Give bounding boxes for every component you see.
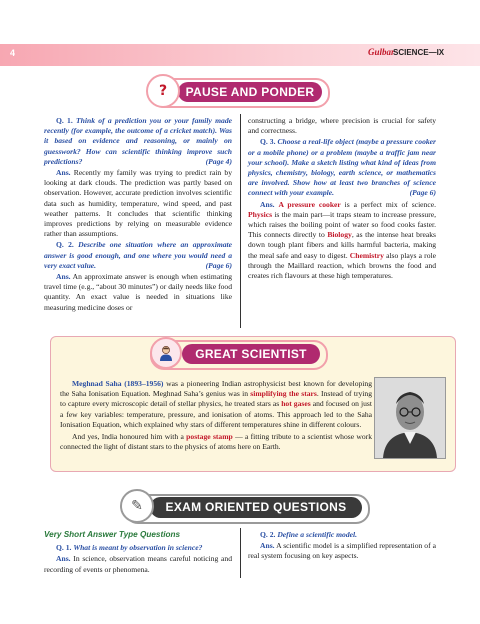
a2-label: Ans. <box>56 272 71 282</box>
gs-text-1: was a pioneering Indian astrophysicist best known for developing the Saha Ionisation Equation. Meghnad Saha’s genius was in <box>60 379 373 399</box>
a2-text: An approximate answer is enough when estimating travel time (e.g., “about 30 minutes”) or daily needs like food quantity. An exact value is needed in situations like measuring medicine doses or <box>44 272 233 312</box>
right-column <box>248 116 436 282</box>
q2-text: Describe one situation where an approximate answer is good enough, and one where you would need a very exact value. <box>44 240 233 270</box>
great-scientist-text <box>60 379 372 454</box>
exam-q2-number: Q. 2. <box>260 530 276 539</box>
gs-text-4: And yes, India honoured him with a <box>72 432 187 442</box>
great-scientist-heading <box>182 344 320 364</box>
pause-ponder-title: PAUSE AND PONDER <box>185 85 315 99</box>
exam-a2-label: Ans. <box>260 541 275 551</box>
gs-text-5: — a fitting tribute to a scientist whose work connected the light of distant stars to the physics of atoms here on Earth. <box>60 432 373 452</box>
continued-answer: constructing a bridge, where precision is crucial for safety and correctness. <box>248 116 436 136</box>
a3-text-3: , as the intense heat breaks down tough plant fibers and kills harmful bacteria, making the meal safe and easy to digest. <box>248 230 436 260</box>
q2-page-ref: (Page 6) <box>205 260 232 270</box>
a3-text-1: is a perfect mix of science. <box>340 199 436 209</box>
scientist-portrait <box>374 377 446 459</box>
a1-text: Recently my family was trying to predict rain by looking at dark clouds. The prediction was partly based on observation. However, accurate prediction involves scientific data such as humidity, temperature, wind speed, and past weather patterns. It concludes that scientific thinking improves predictions by relying on measurable evidence rather than assumptions. <box>44 168 232 239</box>
gs-text-2: . Instead of trying to capture every microscopic detail of stellar physics, he treated stars as <box>60 389 372 409</box>
pencil-icon: ✎ <box>120 489 154 523</box>
brand-logo: Gulbar <box>368 47 395 57</box>
scientist-figure <box>157 344 175 362</box>
q1-number: Q. 1. <box>56 116 73 125</box>
left-column <box>44 116 232 314</box>
portrait-image <box>375 378 445 458</box>
q3-number: Q. 3. <box>260 137 276 147</box>
a3-keyword-chemistry: Chemistry <box>349 250 384 260</box>
a3-text-4: also plays a role through the Maillard reaction, which browns the food and creates rich flavours at these high temperatures. <box>248 250 436 281</box>
exam-q2-text: Define a scientific model. <box>277 530 358 539</box>
q3-text: Choose a real-life object (maybe a pressure cooker or a mobile phone) or a problem (maybe a traffic jam near your school). Make a sketch listing what kind of ideas from physics, chemistry, biology, earth science, or mathematics are involved. Show how at least two branches of science connect with your example. <box>248 137 436 198</box>
exam-a1-text: In science, observation means careful noticing and recording of events or phenomena. <box>44 554 232 574</box>
exam-a2-text: A scientific model is a simplified representation of a real system focusing on key aspects. <box>248 541 436 561</box>
exam-q1-number: Q. 1. <box>56 543 72 553</box>
a3-keyword-biology: Biology <box>327 230 352 240</box>
great-scientist-title: GREAT SCIENTIST <box>195 347 307 361</box>
short-answer-subhead: Very Short Answer Type Questions <box>44 530 181 539</box>
pause-ponder-heading <box>178 82 322 102</box>
a1-label: Ans. <box>56 168 71 178</box>
exam-column-divider <box>240 528 241 578</box>
exam-right-column <box>248 530 436 563</box>
q1-page-ref: (Page 4) <box>205 156 232 166</box>
gs-highlight-3: postage stamp <box>186 432 233 442</box>
column-divider <box>240 114 241 328</box>
exam-left-column <box>44 530 232 576</box>
gs-highlight-1: simplifying the stars <box>250 389 317 399</box>
exam-q1-text: What is meant by observation in science? <box>73 543 203 553</box>
exam-a1-label: Ans. <box>56 554 71 564</box>
a3-label: Ans. <box>260 199 275 209</box>
a3-keyword-physics: Physics <box>248 209 273 219</box>
q1-text: Think of a prediction you or your family made recently (for example, the outcome of a cricket match). Was it based on evidence and reasoning, or mainly on guesswork? How can scientific thinking improve such predictions? <box>44 116 233 166</box>
exam-title: EXAM ORIENTED QUESTIONS <box>165 500 347 514</box>
a3-keyword-pressure-cooker: A pressure cooker <box>278 199 341 209</box>
question-mark-icon: ? <box>146 74 180 108</box>
book-title: SCIENCE—IX <box>393 48 445 57</box>
gs-highlight-2: hot gases <box>281 399 311 409</box>
scientist-name: Meghnad Saha (1893–1956) <box>72 379 164 388</box>
q3-page-ref: (Page 6) <box>409 188 436 198</box>
scientist-icon <box>150 337 182 369</box>
q2-number: Q. 2. <box>56 240 74 250</box>
exam-heading <box>150 497 362 518</box>
gs-text-3: and focused on just a few key variables: temperature, pressure, and ionisation of atoms. This approach led to the Saha Ionisation Equation, which explained why stars of different temperatures shine in different colours. <box>60 399 372 429</box>
a3-text-2: is the main part—it traps steam to increase pressure, which raises the boiling point of water so food cooks faster. This connects directly to <box>248 209 436 240</box>
page-number: 4 <box>10 48 16 58</box>
